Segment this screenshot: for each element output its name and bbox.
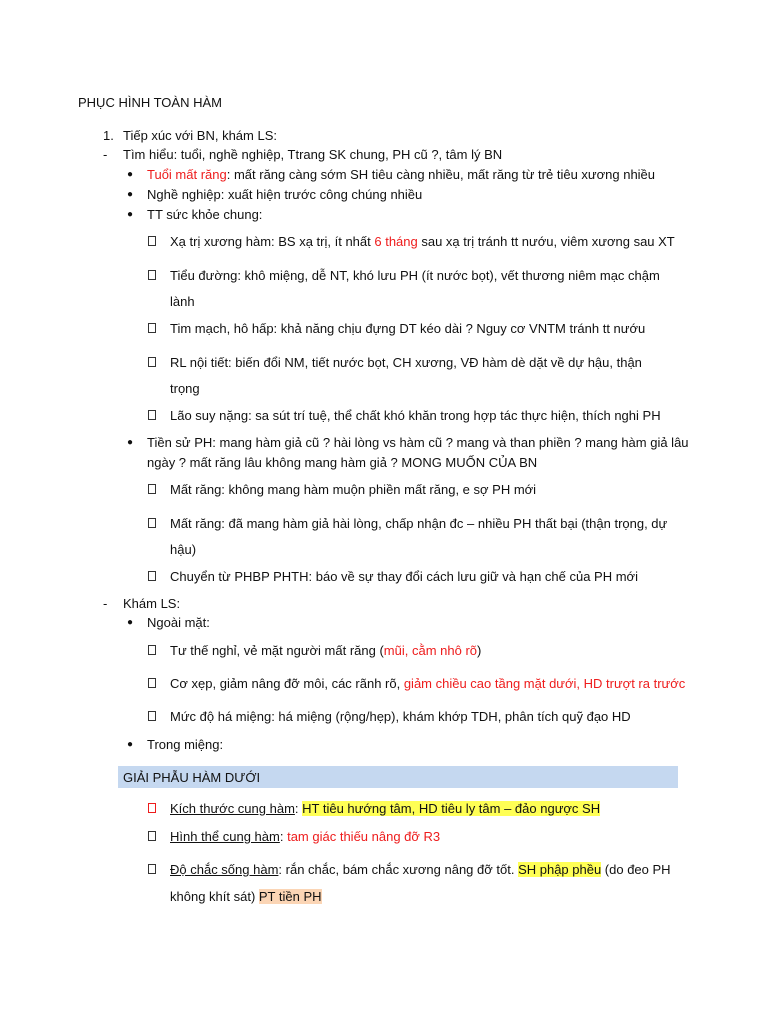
bullet-icon: ● [127, 189, 134, 200]
bullet-icon: ● [127, 617, 134, 628]
missing-glyph-icon [148, 831, 156, 841]
list-number: 1. [103, 128, 114, 143]
highlighted-text: PT tiền PH [258, 889, 322, 904]
highlighted-text: SH phập phều [518, 862, 602, 877]
red-text: 6 tháng [374, 234, 418, 249]
list-item [147, 166, 655, 183]
text: không khít sát) [170, 889, 259, 904]
page-title: PHỤC HÌNH TOÀN HÀM [78, 95, 222, 110]
bullet-icon: ● [127, 209, 134, 220]
list-item: Nghề nghiệp: xuất hiện trước công chúng nhiều [147, 187, 423, 202]
list-item [170, 642, 481, 659]
list-item: Mất răng: không mang hàm muộn phiền mất răng, e sợ PH mới [170, 482, 537, 497]
list-item: Tiền sử PH: mang hàm giả cũ ? hài lòng vs hàm cũ ? mang và than phiền ? mang hàm giả lâu [147, 435, 689, 450]
list-item: Tiểu đường: khô miệng, dễ NT, khó lưu PH (ít nước bọt), vết thương niêm mạc chậm [170, 268, 660, 283]
red-text: mũi, cằm nhô rõ [383, 643, 477, 658]
underlined-text: Kích thước cung hàm [170, 801, 295, 816]
list-item-continuation: lành [170, 294, 195, 309]
red-text: Tuổi mất răng [147, 167, 227, 182]
list-item: Mất răng: đã mang hàm giả hài lòng, chấp nhận đc – nhiều PH thất bại (thận trọng, dự [170, 516, 668, 531]
list-item: Trong miệng: [147, 737, 224, 752]
bullet-icon: ● [127, 437, 134, 448]
bullet-icon: ● [127, 169, 134, 180]
missing-glyph-icon [148, 270, 156, 280]
list-item-continuation: ngày ? mất răng lâu không mang hàm giả ? MONG MUỐN CỦA BN [147, 455, 538, 470]
list-item: Lão suy nặng: sa sút trí tuệ, thể chất khó khăn trong hợp tác thực hiện, thích nghi PH [170, 408, 661, 423]
missing-glyph-icon [148, 864, 156, 874]
list-item: Mức độ há miệng: há miệng (rộng/hẹp), khám khớp TDH, phân tích quỹ đạo HD [170, 709, 631, 724]
missing-glyph-icon [148, 571, 156, 581]
text: Cơ xẹp, giảm nâng đỡ môi, các rãnh rõ, [170, 676, 404, 691]
missing-glyph-icon [148, 323, 156, 333]
list-item: RL nội tiết: biến đổi NM, tiết nước bọt, CH xương, VĐ hàm dè dặt về dự hậu, thận [170, 355, 642, 370]
missing-glyph-icon [148, 678, 156, 688]
list-item [170, 675, 685, 692]
missing-glyph-icon [148, 711, 156, 721]
text: Tư thế nghỉ, vẻ mặt người mất răng ( [170, 643, 384, 658]
list-item: Tìm hiểu: tuổi, nghề nghiệp, Ttrang SK chung, PH cũ ?, tâm lý BN [123, 147, 503, 162]
list-item: Khám LS: [123, 596, 181, 611]
missing-glyph-icon [148, 484, 156, 494]
text: : [279, 829, 288, 844]
missing-glyph-icon [148, 518, 156, 528]
text: : mất răng càng sớm SH tiêu càng nhiều, mất răng từ trẻ tiêu xương nhiều [226, 167, 656, 182]
text: : rắn chắc, bám chắc xương nâng đỡ tốt. [278, 862, 519, 877]
section-heading: Tiếp xúc với BN, khám LS: [123, 128, 277, 143]
text: sau xạ trị tránh tt nướu, viêm xương sau XT [417, 234, 675, 249]
text: (do đeo PH [601, 862, 671, 877]
section-band-title: GIẢI PHẪU HÀM DƯỚI [123, 770, 261, 785]
dash-marker: - [103, 596, 108, 611]
missing-glyph-icon [148, 410, 156, 420]
red-text: giảm chiều cao tầng mặt dưới, HD trượt ra trước [403, 676, 686, 691]
underlined-text: Độ chắc sống hàm [170, 862, 279, 877]
list-item: Ngoài mặt: [147, 615, 210, 630]
missing-glyph-icon-red [148, 803, 156, 813]
missing-glyph-icon [148, 236, 156, 246]
list-item [170, 828, 440, 845]
text: : [294, 801, 303, 816]
bullet-icon: ● [127, 739, 134, 750]
list-item: Chuyển từ PHBP PHTH: báo về sự thay đổi cách lưu giữ và hạn chế của PH mới [170, 569, 638, 584]
list-item: TT sức khỏe chung: [147, 207, 263, 222]
list-item [170, 800, 600, 817]
highlighted-text: HT tiêu hướng tâm, HD tiêu ly tâm – đảo ngược SH [302, 801, 601, 816]
list-item [170, 861, 671, 878]
dash-marker: - [103, 147, 108, 162]
text: Xạ trị xương hàm: BS xạ trị, ít nhất [170, 234, 375, 249]
underlined-text: Hình thể cung hàm [170, 829, 280, 844]
list-item: Tim mạch, hô hấp: khả năng chịu đựng DT kéo dài ? Nguy cơ VNTM tránh tt nướu [170, 321, 646, 336]
missing-glyph-icon [148, 357, 156, 367]
text: ) [477, 643, 482, 658]
list-item [170, 233, 675, 250]
list-item-continuation [170, 888, 322, 905]
list-item-continuation: hậu) [170, 542, 197, 557]
red-text: tam giác thiếu nâng đỡ R3 [287, 829, 441, 844]
list-item-continuation: trọng [170, 381, 200, 396]
missing-glyph-icon [148, 645, 156, 655]
